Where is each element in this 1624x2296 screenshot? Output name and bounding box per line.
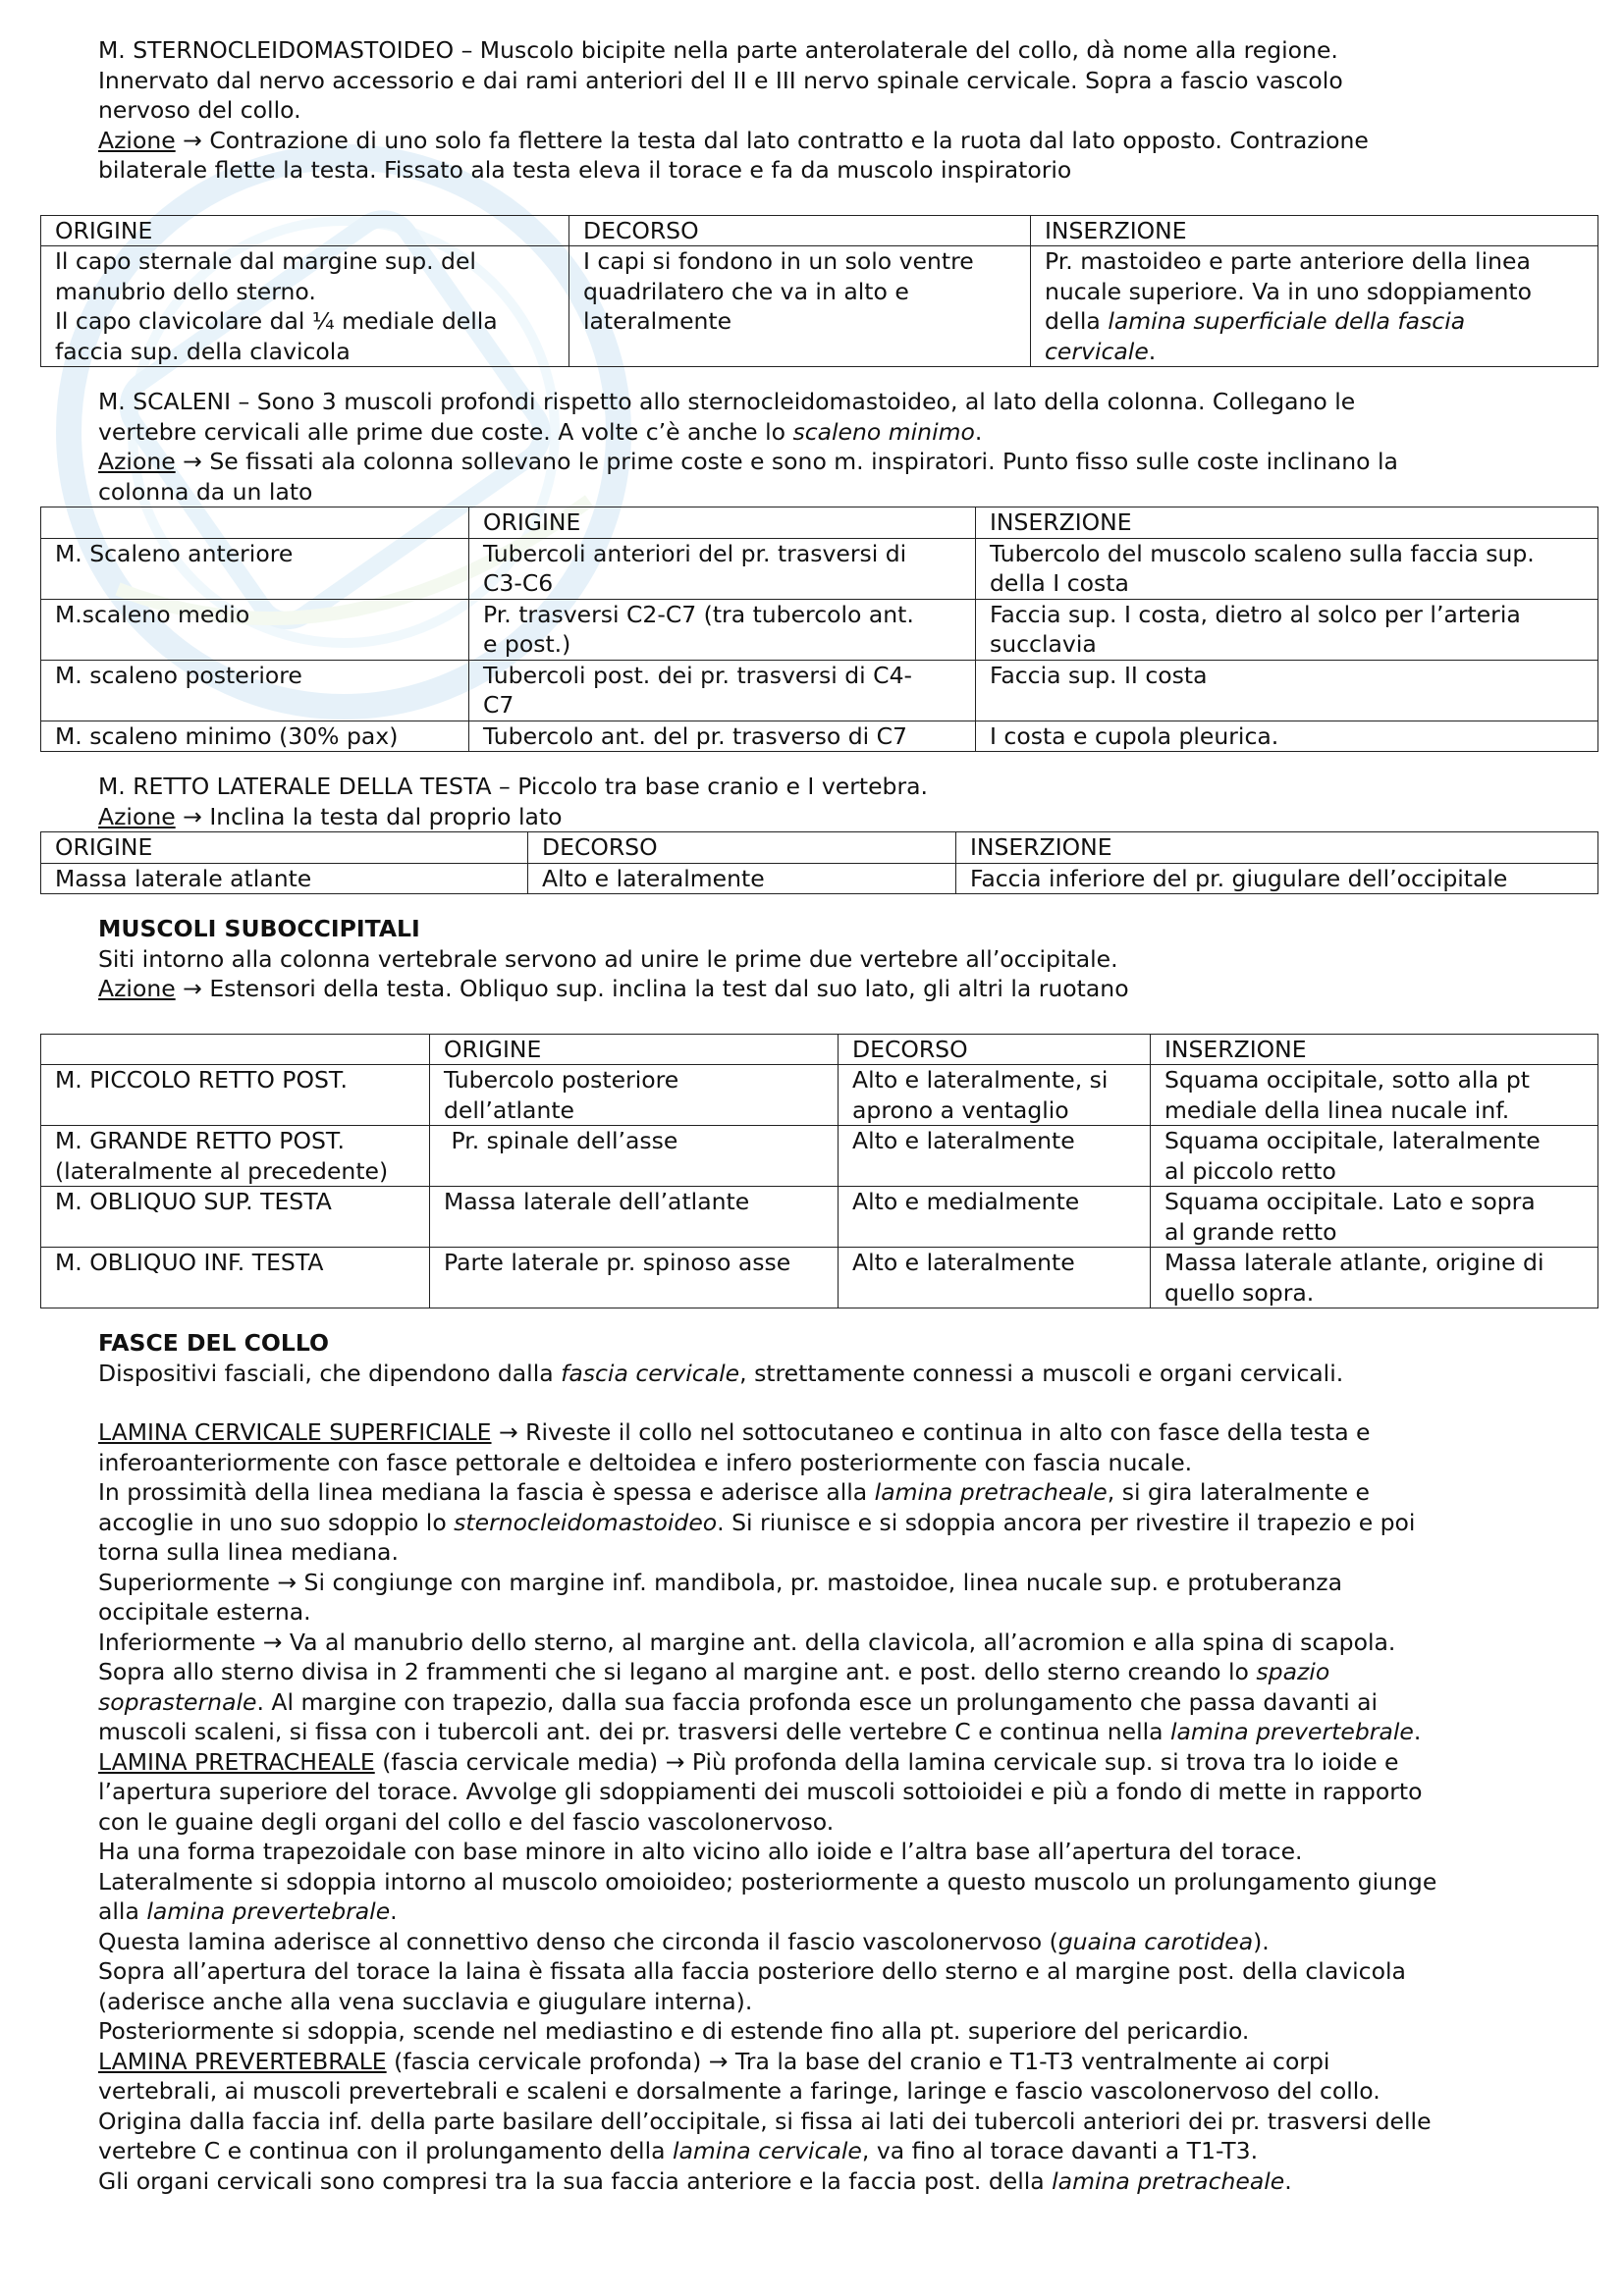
inserzione-cell [976,538,1598,599]
name-cell [41,1126,430,1187]
italic-text: lamina pretracheale [1052,2166,1285,2195]
text: Riveste il collo nel sottocutaneo e continua in alto con fasce della testa e [517,1418,1371,1446]
inserzione-cell [1151,1187,1598,1248]
table-header-row [41,1034,1598,1065]
lamina-label: LAMINA PREVERTEBRALE [98,2047,387,2075]
fasce-line: Superiormente → Si congiunge con margine inf. mandibola, pr. mastoidoe, linea nucale sup. e protuberanza [98,1568,1343,1596]
name-cell: M.scaleno medio [41,599,469,660]
italic-text: lamina cervicale [672,2137,862,2164]
table-row [41,538,1598,599]
cell-line: faccia sup. della clavicola [55,337,351,365]
cell-italic: lamina superficiale della fascia [1108,307,1466,335]
inserzione-cell [976,721,1598,752]
origine-cell [469,660,976,721]
origine-cell [430,1065,839,1126]
fasce-line: vertebrali, ai muscoli prevertebrali e scaleni e dorsalmente a faringe, laringe e fascio vascolonervoso del collo. [98,2077,1380,2105]
cell-line: Tubercolo ant. del pr. trasverso di C7 [483,721,907,750]
name-cell [41,1065,430,1126]
origine-cell [41,246,569,367]
fasce-line: Inferiormente → Va al manubrio dello sterno, al margine ant. della clavicola, all’acromion e alla spina di scapola. [98,1628,1396,1656]
table-row [41,660,1598,721]
cell-line: Alto e medialmente [852,1188,1080,1215]
cell-line: Pr. trasversi C2-C7 (tra tubercolo ant. [483,600,914,628]
retto-section [39,772,1591,831]
retto-azione-line [98,802,1591,832]
header-cell: DECORSO [839,1034,1151,1065]
scm-azione-line: bilaterale flette la testa. Fissato ala testa eleva il torace e fa da muscolo inspiratorio [98,156,1072,184]
cell-line: quello sopra. [1164,1278,1315,1307]
inserzione-cell [1151,1248,1598,1308]
arrow-icon: → [183,802,202,830]
cell-line: Parte laterale pr. spinoso asse [444,1249,791,1276]
text: alla [98,1897,147,1925]
header-cell: INSERZIONE [956,832,1598,864]
origine-cell: Massa laterale atlante [41,863,528,894]
cell-line: (lateralmente al precedente) [55,1156,389,1185]
cell-line: manubrio dello sterno. [55,277,316,305]
cell-line: aprono a ventaglio [852,1095,1069,1124]
origine-cell [469,599,976,660]
text: . [390,1897,398,1925]
scaleni-table [40,507,1598,752]
cell-line: Tubercolo del muscolo scaleno sulla faccia sup. [990,539,1535,567]
cell-line: al grande retto [1164,1217,1337,1246]
scm-section [39,35,1591,186]
table-row [41,863,1598,894]
header-cell [41,507,469,539]
decorso-cell: Alto e lateralmente [528,863,956,894]
header-cell: ORIGINE [469,507,976,539]
fasce-line [98,1657,1591,1687]
cell-line: Tubercoli anteriori del pr. trasversi di [483,539,907,567]
cell-line: Il capo clavicolare dal ¼ mediale della [55,307,498,335]
text: Questa lamina aderisce al connettivo denso che circonda il fascio vascolonervoso ( [98,1927,1058,1955]
header-cell: DECORSO [569,215,1031,246]
cell-line: succlavia [990,630,1097,658]
header-cell: ORIGINE [41,215,569,246]
fasce-line [98,1927,1591,1957]
cell-line: Squama occipitale. Lato e sopra [1164,1188,1536,1215]
scaleni-line [98,417,1591,448]
cell-line: Pr. spinale dell’asse [444,1127,678,1154]
table-row [41,721,1598,752]
inserzione-cell [1151,1065,1598,1126]
fasce-line: Sopra all’apertura del torace la laina è fissata alla faccia posteriore dello sterno e al margine post. della clavicola [98,1957,1406,1985]
inserzione-cell: Faccia inferiore del pr. giugulare dell’occipitale [956,863,1598,894]
decorso-cell [839,1187,1151,1248]
fasce-line [98,2166,1591,2197]
cell-line: Il capo sternale dal margine sup. del [55,247,476,275]
subocc-table [40,1034,1598,1309]
scm-line: M. STERNOCLEIDOMASTOIDEO – Muscolo bicipite nella parte anterolaterale del collo, dà nome alla regione. [98,36,1338,64]
scaleni-section [39,387,1591,507]
cell-line: quadrilatero che va in alto e [583,277,909,305]
cell-line: Faccia sup. I costa, dietro al solco per l’arteria [990,600,1521,628]
header-cell: ORIGINE [41,832,528,864]
origine-cell [430,1187,839,1248]
decorso-cell [839,1126,1151,1187]
text: In prossimità della linea mediana la fascia è spessa e aderisce alla [98,1478,875,1506]
table-row [41,246,1598,367]
cell-line: Squama occipitale, sotto alla pt [1164,1066,1530,1094]
fasce-line: l’apertura superiore del torace. Avvolge gli sdoppiamenti dei muscoli sottoioidei e più a fondo di mette in rapporto [98,1778,1423,1805]
fasce-section [39,1328,1591,2196]
arrow-icon: → [499,1418,518,1446]
cell-italic: cervicale [1045,337,1149,365]
azione-label: Azione [98,802,176,830]
text: , va fino al torace davanti a T1-T3. [861,2137,1259,2164]
cell-line: Alto e lateralmente [852,1249,1075,1276]
lamina-label: LAMINA CERVICALE SUPERFICIALE [98,1418,492,1446]
cell-line: e post.) [483,630,571,658]
text: . Si riunisce e si sdoppia ancora per rivestire il trapezio e poi [717,1508,1416,1536]
cell-line: Alto e lateralmente, si [852,1066,1109,1094]
azione-text: Se fissati ala colonna sollevano le prime coste e sono m. inspiratori. Punto fisso sulle coste inclinano la [201,448,1398,475]
arrow-icon: → [183,126,202,154]
header-cell [41,1034,430,1065]
origine-cell [469,721,976,752]
cell-line: dell’atlante [444,1095,575,1124]
fasce-line [98,1717,1591,1747]
cell-line: Massa laterale dell’atlante [444,1188,750,1215]
cell-line: Pr. mastoideo e parte anteriore della linea [1045,247,1531,275]
section-title: FASCE DEL COLLO [98,1329,329,1357]
header-cell: DECORSO [528,832,956,864]
fasce-line: con le guaine degli organi del collo e del fascio vascolonervoso. [98,1807,835,1836]
text: Sopra allo sterno divisa in 2 frammenti che si legano al margine ant. e post. dello sterno creando lo [98,1658,1257,1685]
text: muscoli scaleni, si fissa con i tubercoli ant. dei pr. trasversi delle vertebre C e continua nella [98,1718,1170,1745]
scaleni-azione-line [98,447,1591,477]
section-title: MUSCOLI SUBOCCIPITALI [98,915,420,942]
arrow-icon: → [183,448,202,475]
scaleni-line: M. SCALENI – Sono 3 muscoli profondi rispetto allo sternocleidomastoideo, al lato della colonna. Collegano le [98,388,1356,415]
cell-line: M. OBLIQUO SUP. TESTA [55,1188,332,1215]
fasce-line: Lateralmente si sdoppia intorno al muscolo omoioideo; posteriormente a questo muscolo un prolungamento giunge [98,1867,1437,1896]
header-cell: INSERZIONE [1151,1034,1598,1065]
scm-table [40,215,1598,368]
cell-line: lateralmente [583,307,732,335]
header-cell: ORIGINE [430,1034,839,1065]
name-cell: M. scaleno minimo (30% pax) [41,721,469,752]
text: . [1284,2166,1292,2195]
decorso-cell [839,1248,1151,1308]
table-row [41,1126,1598,1187]
lamina-label: LAMINA PRETRACHEALE [98,1747,375,1776]
text: vertebre cervicali alle prime due coste. A volte c’è anche lo [98,417,793,446]
decorso-cell [569,246,1031,367]
retto-table [40,831,1598,894]
fasce-line [98,2136,1591,2166]
origine-cell [430,1126,839,1187]
table-row [41,599,1598,660]
fasce-line: Origina dalla faccia inf. della parte basilare dell’occipitale, si fissa ai lati dei tubercoli anteriori dei pr. trasversi delle [98,2107,1432,2135]
azione-label: Azione [98,975,176,1002]
text: . Al margine con trapezio, dalla sua faccia profonda esce un prolungamento che passa davanti ai [256,1687,1378,1716]
cell-line: mediale della linea nucale inf. [1164,1095,1510,1124]
subocc-line: Siti intorno alla colonna vertebrale servono ad unire le prime due vertebre all’occipitale. [98,944,1118,973]
fasce-line: torna sulla linea mediana. [98,1538,399,1566]
azione-text: Inclina la testa dal proprio lato [201,802,563,830]
fasce-line [98,2047,1591,2077]
cell-line: I costa e cupola pleurica. [990,721,1279,750]
name-cell [41,1187,430,1248]
cell-line: M. OBLIQUO INF. TESTA [55,1249,324,1276]
name-cell: M. scaleno posteriore [41,660,469,721]
fasce-line [98,1687,1591,1718]
cell-line: M. PICCOLO RETTO POST. [55,1066,348,1094]
scm-line: Innervato dal nervo accessorio e dai rami anteriori del II e III nervo spinale cervicale. Sopra a fascio vascolo [98,66,1343,94]
italic-text: scaleno minimo [792,417,975,446]
cell-line [1045,306,1584,337]
subocc-section [39,914,1591,1004]
fasce-line [98,1747,1591,1778]
cell-text: . [1148,337,1157,365]
fasce-line: inferoanteriormente con fasce pettorale e deltoidea e infero posteriormente con fascia nucale. [98,1448,1193,1476]
table-header-row [41,215,1598,246]
scaleni-azione-line: colonna da un lato [98,477,313,506]
italic-text: sternocleidomastoideo [454,1508,718,1536]
cell-line: al piccolo retto [1164,1156,1336,1185]
fasce-line [98,1477,1591,1508]
decorso-cell [839,1065,1151,1126]
table-row [41,1065,1598,1126]
table-header-row [41,832,1598,864]
name-cell [41,1248,430,1308]
cell-line: della I costa [990,569,1129,597]
inserzione-cell [976,660,1598,721]
table-header-row [41,507,1598,539]
text: . [1413,1718,1422,1745]
cell-line: Squama occipitale, lateralmente [1164,1127,1541,1154]
scm-line: nervoso del collo. [98,96,301,124]
text: Dispositivi fasciali, che dipendono dalla [98,1359,562,1387]
cell-text: della [1045,307,1109,335]
cell-line: Tubercolo posteriore [444,1066,679,1094]
italic-text: spazio [1256,1658,1330,1685]
fasce-line: Posteriormente si sdoppia, scende nel mediastino e di estende fino alla pt. superiore del pericardio. [98,2017,1250,2045]
text: ). [1253,1927,1270,1955]
cell-line: Massa laterale atlante, origine di [1164,1249,1544,1276]
text: , si gira lateralmente e [1107,1478,1370,1506]
cell-line: Alto e lateralmente [852,1127,1075,1154]
italic-text: lamina prevertebrale [146,1897,391,1925]
scm-azione-line [98,126,1591,156]
subocc-azione-line [98,974,1591,1004]
italic-text: guaina carotidea [1057,1927,1254,1955]
cell-line: Tubercoli post. dei pr. trasversi di C4- [483,661,912,689]
name-cell: M. Scaleno anteriore [41,538,469,599]
header-cell: INSERZIONE [1031,215,1598,246]
cell-line: I capi si fondono in un solo ventre [583,247,974,275]
italic-text: soprasternale [98,1687,257,1716]
arrow-icon: → [183,975,202,1002]
text: accoglie in uno suo sdoppio lo [98,1508,455,1536]
fasce-line: (aderisce anche alla vena succlavia e giugulare interna). [98,1987,753,2015]
azione-text: Estensori della testa. Obliquo sup. inclina la test dal suo lato, gli altri la ruotano [201,975,1129,1002]
cell-line: C7 [483,691,514,719]
inserzione-cell [1031,246,1598,367]
inserzione-cell [976,599,1598,660]
fasce-line [98,1417,1591,1448]
inserzione-cell [1151,1126,1598,1187]
italic-text: fascia cervicale [561,1359,740,1387]
italic-text: lamina prevertebrale [1170,1718,1414,1745]
text: . [974,417,983,446]
origine-cell [469,538,976,599]
text: , strettamente connessi a muscoli e organi cervicali. [739,1359,1344,1387]
cell-line: Faccia sup. II costa [990,661,1208,689]
text: (fascia cervicale profonda) → Tra la base del cranio e T1-T3 ventralmente ai corpi [386,2047,1330,2075]
azione-text: Contrazione di uno solo fa flettere la testa dal lato contratto e la ruota dal lato opposto. Contrazione [201,126,1369,154]
cell-line: C3-C6 [483,569,554,597]
text: (fascia cervicale media) → Più profonda della lamina cervicale sup. si trova tra lo ioide e [374,1747,1399,1776]
retto-line: M. RETTO LATERALE DELLA TESTA – Piccolo tra base cranio e I vertebra. [98,773,928,800]
fasce-line [98,1896,1591,1927]
italic-text: lamina pretracheale [874,1478,1108,1506]
table-row [41,1187,1598,1248]
text: vertebre C e continua con il prolungamento della [98,2137,673,2164]
fasce-line [98,1508,1591,1538]
fasce-line: occipitale esterna. [98,1598,311,1626]
fasce-line [98,1359,1591,1389]
cell-line [1045,337,1584,367]
cell-line: nucale superiore. Va in uno sdoppiamento [1045,277,1532,305]
header-cell: INSERZIONE [976,507,1598,539]
text: Gli organi cervicali sono compresi tra la sua faccia anteriore e la faccia post. della [98,2166,1053,2195]
origine-cell [430,1248,839,1308]
azione-label: Azione [98,126,176,154]
cell-line: M. GRANDE RETTO POST. [55,1127,345,1154]
fasce-line: Ha una forma trapezoidale con base minore in alto vicino allo ioide e l’altra base all’apertura del torace. [98,1838,1303,1865]
azione-label: Azione [98,448,176,475]
table-row [41,1248,1598,1308]
